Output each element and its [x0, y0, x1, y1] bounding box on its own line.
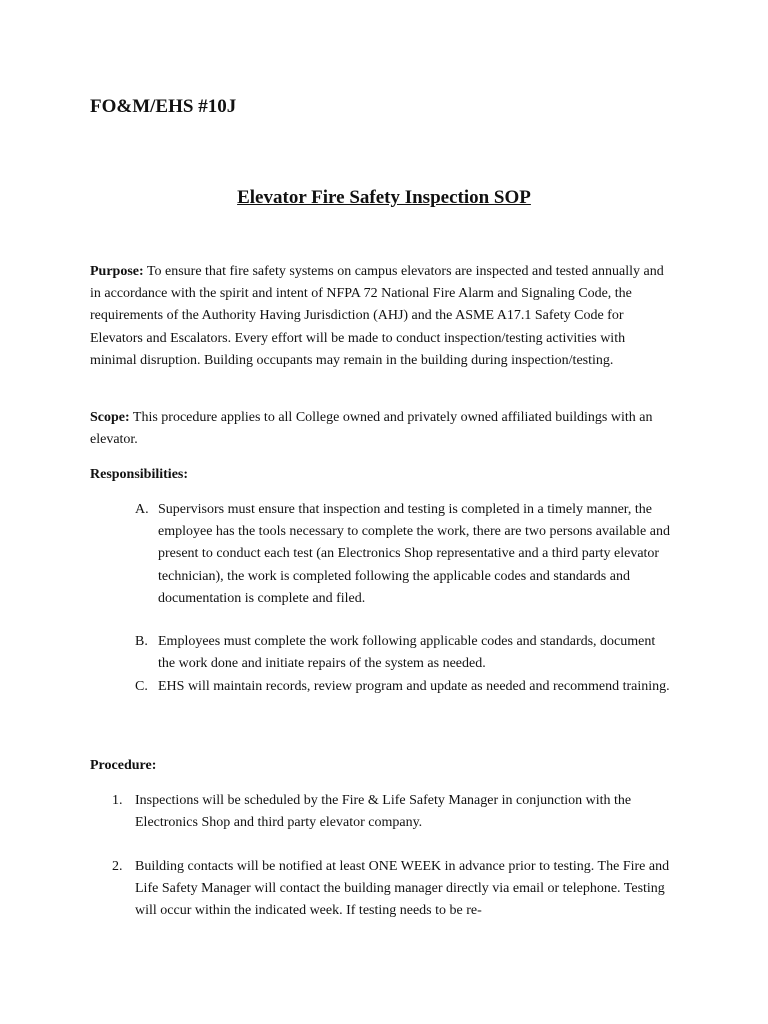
procedure-heading: Procedure:	[90, 758, 157, 773]
responsibility-item-c	[135, 676, 675, 698]
purpose-label: Purpose:	[90, 264, 144, 279]
procedure-text: Building contacts will be notified at least ONE WEEK in advance prior to testing. The Fire and Life Safety Manager will contact the building manager directly via email or telephone. Testing will occur within the indicated week. If testing needs to be re-	[135, 859, 670, 919]
responsibility-text: EHS will maintain records, review program and update as needed and recommend training.	[158, 679, 670, 694]
responsibility-text: Supervisors must ensure that inspection and testing is completed in a timely manner, the employee has the tools necessary to complete the work, there are two persons available and present to conduct each test (an Electronics Shop representative and a third party elevator technician), the work is completed following the applicable codes and standards and documentation is complete and filed.	[158, 502, 670, 606]
document-code: FO&M/EHS #10J	[90, 96, 237, 117]
procedure-item-2	[112, 856, 678, 923]
scope-label: Scope:	[90, 410, 130, 425]
responsibility-item-a	[135, 499, 675, 610]
list-marker: 2.	[112, 859, 123, 874]
procedure-item-1	[112, 790, 678, 834]
list-marker: C.	[135, 679, 148, 694]
scope-text: This procedure applies to all College owned and privately owned affiliated buildings with an elevator.	[90, 410, 653, 448]
responsibility-item-b	[135, 631, 675, 675]
procedure-text: Inspections will be scheduled by the Fire & Life Safety Manager in conjunction with the Electronics Shop and third party elevator company.	[135, 793, 632, 831]
responsibilities-heading: Responsibilities:	[90, 467, 189, 482]
responsibility-text: Employees must complete the work following applicable codes and standards, document the work done and initiate repairs of the system as needed.	[158, 634, 656, 672]
scope-paragraph	[90, 407, 670, 451]
list-marker: B.	[135, 634, 148, 649]
list-marker: 1.	[112, 793, 123, 808]
purpose-text: To ensure that fire safety systems on campus elevators are inspected and tested annually and in accordance with the spirit and intent of NFPA 72 National Fire Alarm and Signaling Code, the requirements of the Authority Having Jurisdiction (AHJ) and the ASME A17.1 Safety Code for Elevators and Escalators. Every effort will be made to conduct inspection/testing activities with minimal disruption. Building occupants may remain in the building during inspection/testing.	[90, 264, 664, 368]
document-title: Elevator Fire Safety Inspection SOP	[237, 187, 531, 208]
list-marker: A.	[135, 502, 149, 517]
purpose-paragraph	[90, 261, 670, 372]
